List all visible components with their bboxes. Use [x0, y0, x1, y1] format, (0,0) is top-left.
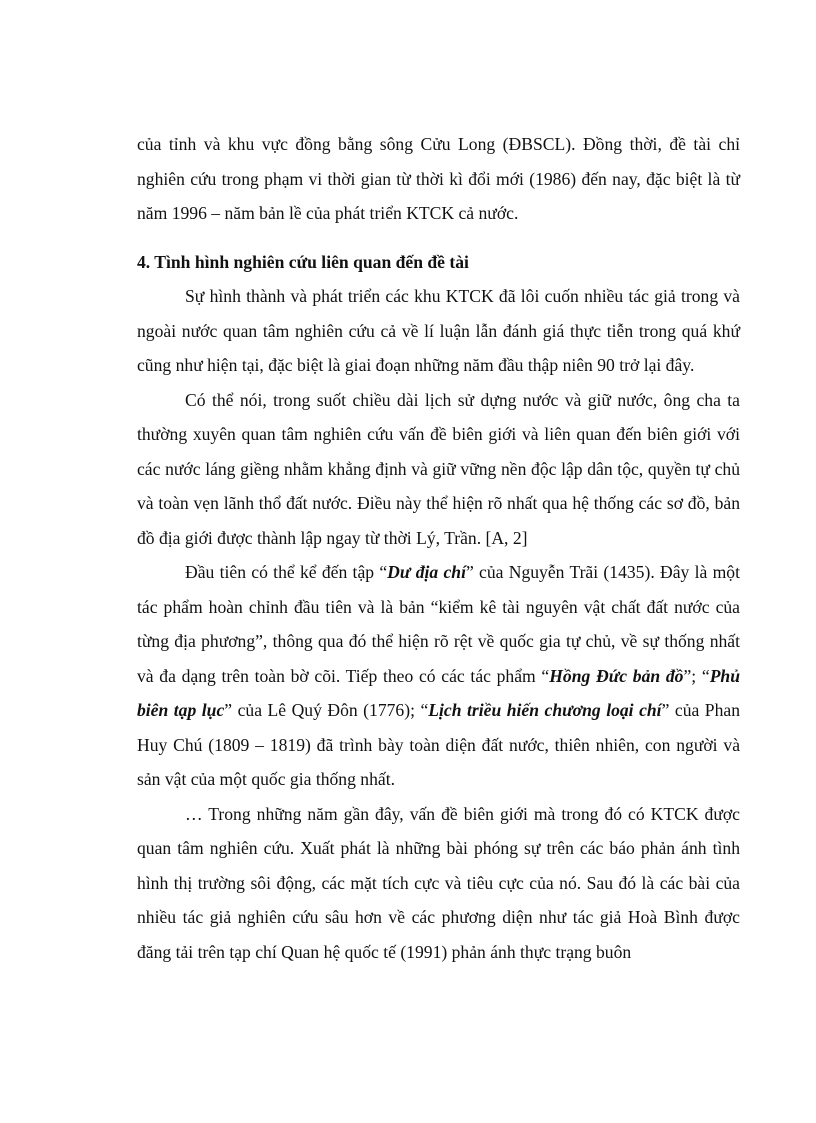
document-page: [137, 127, 740, 969]
paragraph-history: Có thể nói, trong suốt chiều dài lịch sử dựng nước và giữ nước, ông cha ta thường xuyên quan tâm nghiên cứu vấn đề biên giới và liên quan đến biên giới với các nước láng giềng nhằm khẳng định và giữ vững nền độc lập dân tộc, quyền tự chủ và toàn vẹn lãnh thổ đất nước. Điều này thể hiện rõ nhất qua hệ thống các sơ đồ, bản đồ địa giới được thành lập ngay từ thời Lý, Trần. [A, 2]: [137, 389, 740, 548]
text-segment: Đầu tiên có thể kể đến tập “: [185, 562, 388, 582]
work-title-du-dia-chi: Dư địa chí: [387, 562, 466, 582]
paragraph-classic-works: [137, 555, 740, 797]
paragraph-scope: của tỉnh và khu vực đồng bằng sông Cửu Long (ĐBSCL). Đồng thời, đề tài chỉ nghiên cứu trong phạm vi thời gian từ thời kì đổi mới (1986) đến nay, đặc biệt là từ năm 1996 – năm bản lề của phát triển KTCK cả nước.: [137, 134, 740, 223]
paragraph-recent-research: … Trong những năm gần đây, vấn đề biên giới mà trong đó có KTCK được quan tâm nghiên cứu. Xuất phát là những bài phóng sự trên các báo phản ánh tình hình thị trường sôi động, các mặt tích cực và tiêu cực của nó. Sau đó là các bài của nhiều tác giả nghiên cứu sâu hơn về các phương diện như tác giả Hoà Bình được đăng tải trên tạp chí Quan hệ quốc tế (1991) phản ánh thực trạng buôn: [137, 803, 740, 962]
work-title-phu-bien-tap-luc: Phủ biên tạp lục: [137, 665, 741, 720]
text-segment: ”; “: [683, 665, 710, 686]
text-segment: ” của Nguyễn Trãi (1435). Đây là một tác phẩm hoàn chỉnh đầu tiên và là bản “kiểm kê tài nguyên vật chất đất nước của từng địa phương”, thông qua đó thể hiện rõ rệt về quốc gia tự chủ, về sự thống nhất và đa dạng trên toàn bờ cõi. Tiếp theo có các tác phẩm “: [137, 562, 740, 686]
text-segment: ” của Phan Huy Chú (1809 – 1819) đã trình bày toàn diện đất nước, thiên nhiên, con người và sản vật của một quốc gia thống nhất.: [137, 700, 740, 789]
work-title-lich-trieu-hien-chuong: Lịch triều hiến chương loại chí: [428, 700, 662, 720]
text-segment: ” của Lê Quý Đôn (1776); “: [224, 700, 429, 720]
section-heading: 4. Tình hình nghiên cứu liên quan đến đề tài: [137, 251, 469, 272]
work-title-hong-duc-ban-do: Hồng Đức bản đồ: [549, 665, 684, 686]
paragraph-research-overview: Sự hình thành và phát triển các khu KTCK đã lôi cuốn nhiều tác giả trong và ngoài nước quan tâm nghiên cứu cả về lí luận lẫn đánh giá thực tiễn trong quá khứ cũng như hiện tại, đặc biệt là giai đoạn những năm đầu thập niên 90 trở lại đây.: [137, 286, 740, 375]
